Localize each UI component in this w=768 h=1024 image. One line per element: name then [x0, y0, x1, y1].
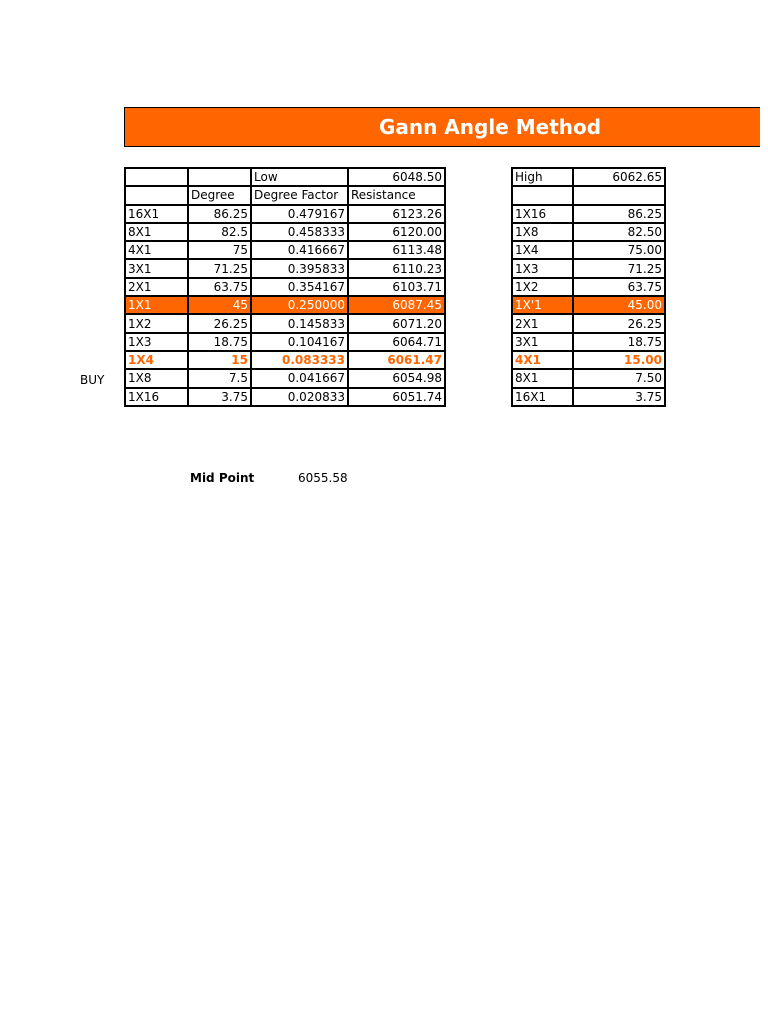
degree-factor-cell: 0.041667 [251, 369, 348, 387]
angle-cell-2: 1X4 [512, 241, 573, 259]
degree-cell: 45 [188, 296, 251, 314]
angle-cell-2: 4X1 [512, 351, 573, 369]
resistance-cell: 6051.74 [348, 388, 445, 406]
angle-cell-2: 2X1 [512, 314, 573, 332]
resistance-cell: 6120.00 [348, 223, 445, 241]
degree-cell-2: 3.75 [573, 388, 665, 406]
spacer-cell [445, 241, 512, 259]
degree-factor-cell: 0.020833 [251, 388, 348, 406]
degree-cell-2: 15.00 [573, 351, 665, 369]
resistance-cell: 6123.26 [348, 205, 445, 223]
table-row [125, 241, 665, 259]
table-row [125, 278, 665, 296]
table-row [125, 351, 665, 369]
angle-cell-2: 16X1 [512, 388, 573, 406]
spacer-cell [445, 296, 512, 314]
angle-cell: 4X1 [125, 241, 188, 259]
resistance-cell: 6087.45 [348, 296, 445, 314]
spacer-cell [445, 278, 512, 296]
degree-header: Degree [188, 186, 251, 204]
resistance-cell: 6071.20 [348, 314, 445, 332]
degree-cell-2: 71.25 [573, 259, 665, 277]
degree-factor-cell: 0.354167 [251, 278, 348, 296]
angle-cell-2: 1X16 [512, 205, 573, 223]
high-label: High [512, 168, 573, 186]
angle-cell: 16X1 [125, 205, 188, 223]
table-row [125, 369, 665, 387]
angle-cell: 1X2 [125, 314, 188, 332]
table-row [125, 205, 665, 223]
resistance-cell: 6061.47 [348, 351, 445, 369]
degree-factor-cell: 0.458333 [251, 223, 348, 241]
degree-cell-2: 82.50 [573, 223, 665, 241]
angle-cell-2: 1X8 [512, 223, 573, 241]
angle-cell-2: 1X3 [512, 259, 573, 277]
high-value: 6062.65 [573, 168, 665, 186]
table-row [125, 388, 665, 406]
table-row [125, 314, 665, 332]
mid-point-value: 6055.58 [298, 471, 348, 485]
degree-cell-2: 18.75 [573, 333, 665, 351]
angle-cell: 1X1 [125, 296, 188, 314]
angle-cell-2: 8X1 [512, 369, 573, 387]
spacer-cell [445, 223, 512, 241]
degree-cell: 82.5 [188, 223, 251, 241]
degree-cell: 26.25 [188, 314, 251, 332]
resistance-cell: 6110.23 [348, 259, 445, 277]
angle-cell-2: 1X'1 [512, 296, 573, 314]
mid-point-label: Mid Point [190, 471, 255, 485]
table-row [125, 333, 665, 351]
resistance-cell: 6054.98 [348, 369, 445, 387]
header-row-columns [125, 186, 665, 204]
low-label: Low [251, 168, 348, 186]
degree-cell: 15 [188, 351, 251, 369]
spacer-cell [445, 333, 512, 351]
resistance-cell: 6113.48 [348, 241, 445, 259]
resistance-cell: 6103.71 [348, 278, 445, 296]
low-value: 6048.50 [348, 168, 445, 186]
angle-cell: 1X3 [125, 333, 188, 351]
degree-cell-2: 63.75 [573, 278, 665, 296]
angle-cell-2: 3X1 [512, 333, 573, 351]
degree-cell-2: 45.00 [573, 296, 665, 314]
angle-cell: 1X8 [125, 369, 188, 387]
angle-cell-2: 1X2 [512, 278, 573, 296]
degree-cell-2: 26.25 [573, 314, 665, 332]
header-row-low-high [125, 168, 665, 186]
buy-label: BUY [80, 373, 105, 387]
table-row [125, 223, 665, 241]
gann-table [124, 167, 666, 407]
resistance-cell: 6064.71 [348, 333, 445, 351]
degree-factor-cell: 0.416667 [251, 241, 348, 259]
angle-cell: 3X1 [125, 259, 188, 277]
degree-factor-cell: 0.250000 [251, 296, 348, 314]
page-title: Gann Angle Method [378, 115, 602, 139]
degree-cell: 75 [188, 241, 251, 259]
degree-factor-cell: 0.104167 [251, 333, 348, 351]
degree-factor-header: Degree Factor [251, 186, 348, 204]
spacer-cell [445, 351, 512, 369]
degree-cell-2: 7.50 [573, 369, 665, 387]
degree-cell: 3.75 [188, 388, 251, 406]
angle-cell: 8X1 [125, 223, 188, 241]
table-row [125, 296, 665, 314]
degree-factor-cell: 0.083333 [251, 351, 348, 369]
angle-cell: 1X16 [125, 388, 188, 406]
angle-cell: 2X1 [125, 278, 188, 296]
title-bar [124, 107, 760, 147]
degree-factor-cell: 0.395833 [251, 259, 348, 277]
degree-cell-2: 86.25 [573, 205, 665, 223]
degree-cell-2: 75.00 [573, 241, 665, 259]
degree-cell: 86.25 [188, 205, 251, 223]
degree-cell: 71.25 [188, 259, 251, 277]
degree-cell: 63.75 [188, 278, 251, 296]
table-row [125, 259, 665, 277]
degree-factor-cell: 0.479167 [251, 205, 348, 223]
resistance-header: Resistance [348, 186, 445, 204]
spacer-cell [445, 369, 512, 387]
spacer-cell [445, 388, 512, 406]
spacer-cell [445, 205, 512, 223]
spacer-cell [445, 259, 512, 277]
degree-factor-cell: 0.145833 [251, 314, 348, 332]
degree-cell: 7.5 [188, 369, 251, 387]
spacer-cell [445, 314, 512, 332]
degree-cell: 18.75 [188, 333, 251, 351]
angle-cell: 1X4 [125, 351, 188, 369]
